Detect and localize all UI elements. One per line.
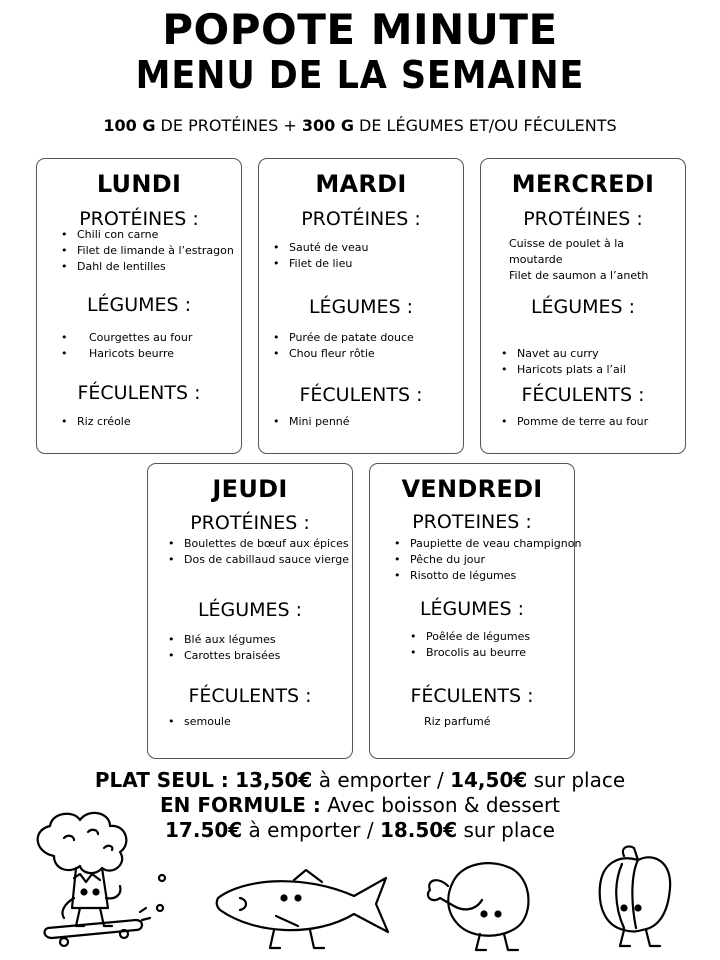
vegetables-list <box>61 330 192 362</box>
proteins-list <box>394 536 581 584</box>
list-item: • Pomme de terre au four <box>501 414 648 430</box>
starches-list <box>424 714 491 730</box>
solo-label: PLAT SEUL : <box>94 768 229 792</box>
solo-takeaway-price: 13,50€ <box>235 768 313 792</box>
menu-subtitle: MENU DE LA SEMAINE <box>135 53 585 97</box>
vegetables-title: LÉGUMES : <box>197 599 303 621</box>
day-card-mardi <box>258 158 464 454</box>
list-item: • Chou fleur rôtie <box>273 346 414 362</box>
solo-takeaway-text: à emporter / <box>312 768 451 792</box>
day-card-lundi <box>36 158 242 454</box>
day-name: JEUDI <box>212 475 288 503</box>
vegetables-list <box>273 330 414 362</box>
day-card-mercredi <box>480 158 686 454</box>
vegetables-title: LÉGUMES : <box>308 296 414 318</box>
day-name: MARDI <box>315 170 407 198</box>
formula-label: EN FORMULE : <box>159 793 321 817</box>
solo-onsite-price: 14,50€ <box>450 768 528 792</box>
solo-onsite-text: sur place <box>527 768 626 792</box>
list-item: • Purée de patate douce <box>273 330 414 346</box>
list-item: • Paupiette de veau champignon <box>394 536 581 552</box>
list-item: • Sauté de veau <box>273 240 369 256</box>
bell-pepper-icon <box>594 842 678 954</box>
list-item: • Courgettes au four <box>61 330 192 346</box>
vegetables-title: LÉGUMES : <box>86 294 192 316</box>
portion-veg-text: DE LÉGUMES ET/OU FÉCULENTS <box>353 116 617 135</box>
list-item: • Haricots beurre <box>61 346 192 362</box>
formula-onsite-price: 18.50€ <box>379 818 458 842</box>
proteins-title: PROTÉINES : <box>301 208 421 230</box>
list-item: Cuisse de poulet à la <box>509 237 625 250</box>
list-item: • Filet de limande à l’estragon <box>61 243 234 259</box>
formula-takeaway-text: à emporter / <box>242 818 380 842</box>
starches-list <box>61 414 131 430</box>
list-item: • Poêlée de légumes <box>410 629 530 645</box>
proteins-title: PROTEINES : <box>412 511 532 533</box>
list-item: • Pêche du jour <box>394 552 581 568</box>
list-item: • Dos de cabillaud sauce vierge <box>168 552 349 568</box>
vegetables-list <box>501 346 626 378</box>
vegetables-list <box>410 629 530 661</box>
day-name: LUNDI <box>96 170 182 198</box>
list-item: • Navet au curry <box>501 346 626 362</box>
broccoli-skateboard-icon <box>24 808 174 956</box>
proteins-title: PROTÉINES : <box>190 512 310 534</box>
list-item: moutarde <box>509 253 563 266</box>
proteins-list <box>509 236 648 284</box>
formula-onsite-text: sur place <box>457 818 555 842</box>
list-item: Filet de saumon a l’aneth <box>509 269 649 282</box>
list-item: • Chili con carne <box>61 227 234 243</box>
list-item: • Haricots plats a l’ail <box>501 362 626 378</box>
vegetables-list <box>168 632 280 664</box>
list-item: • Carottes braisées <box>168 648 280 664</box>
starches-title: FÉCULENTS : <box>188 685 312 707</box>
starches-title: FÉCULENTS : <box>77 382 201 404</box>
proteins-list <box>61 227 234 275</box>
list-item: • Risotto de légumes <box>394 568 581 584</box>
portion-veg-amount: 300 G <box>301 116 354 135</box>
day-card-vendredi <box>369 463 582 759</box>
proteins-list <box>168 536 349 568</box>
day-name: VENDREDI <box>401 475 543 503</box>
proteins-title: PROTÉINES : <box>79 208 199 230</box>
starches-list <box>168 714 231 730</box>
proteins-list <box>273 240 369 272</box>
starches-title: FÉCULENTS : <box>299 384 423 406</box>
list-item: • Mini penné <box>273 414 350 430</box>
starches-list <box>273 414 350 430</box>
list-item: • Brocolis au beurre <box>410 645 530 661</box>
list-item: • Filet de lieu <box>273 256 369 272</box>
vegetables-title: LÉGUMES : <box>419 598 525 620</box>
fish-icon <box>214 868 394 958</box>
portion-info <box>0 116 720 136</box>
list-item: Riz parfumé <box>424 715 491 728</box>
list-item: • Boulettes de bœuf aux épices <box>168 536 349 552</box>
price-solo <box>0 768 720 793</box>
list-item: • Blé aux légumes <box>168 632 280 648</box>
list-item: • Riz créole <box>61 414 131 430</box>
portion-protein-text: DE PROTÉINES + <box>155 116 302 135</box>
proteins-title: PROTÉINES : <box>523 208 643 230</box>
starches-title: FÉCULENTS : <box>410 685 534 707</box>
formula-text: Avec boisson & dessert <box>320 793 561 817</box>
starches-title: FÉCULENTS : <box>521 384 645 406</box>
roast-chicken-icon <box>424 856 536 956</box>
list-item: • semoule <box>168 714 231 730</box>
list-item: • Dahl de lentilles <box>61 259 234 275</box>
starches-list <box>501 414 648 430</box>
day-name: MERCREDI <box>511 170 655 198</box>
portion-protein-amount: 100 G <box>103 116 156 135</box>
vegetables-title: LÉGUMES : <box>530 296 636 318</box>
day-card-jeudi <box>147 463 353 759</box>
formula-takeaway-price: 17.50€ <box>165 818 243 842</box>
menu-title: POPOTE MINUTE <box>162 5 558 54</box>
